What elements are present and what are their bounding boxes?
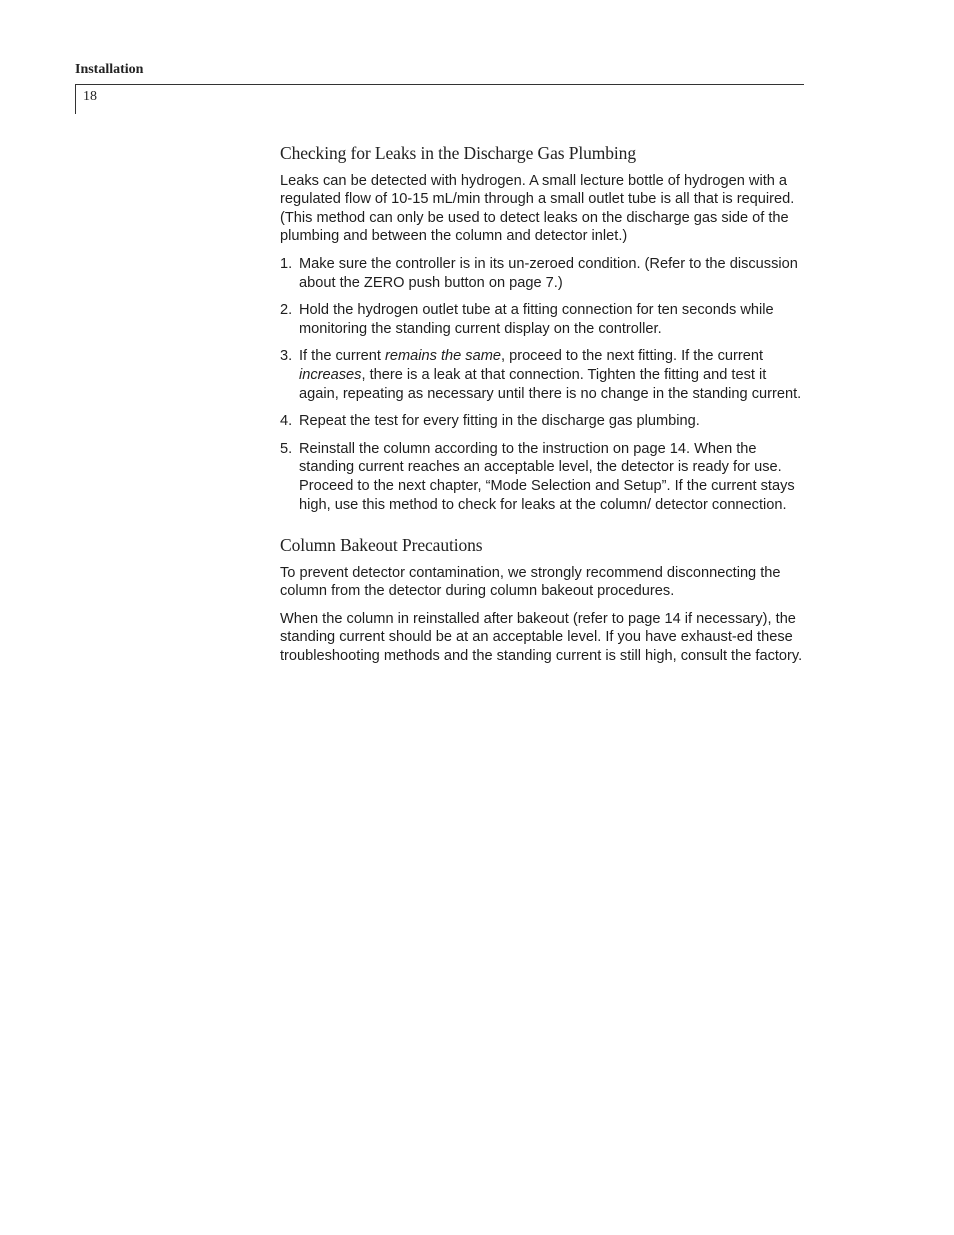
leak-check-steps bbox=[280, 255, 806, 514]
step-text: Reinstall the column according to the instruction on page 14. When the standing current reaches an acceptable level, the detector is ready for use. Proceed to the next chapter, “Mode Selection and Setup”. If the current stays high, use this method to check for leaks at the column/ detector connection. bbox=[299, 440, 795, 513]
list-item bbox=[280, 440, 806, 514]
list-item bbox=[280, 347, 806, 403]
list-item bbox=[280, 255, 806, 292]
bakeout-paragraph-1: To prevent detector contamination, we strongly recommend disconnecting the column from the detector during column bakeout procedures. bbox=[280, 564, 781, 600]
step-text-part: , there is a leak at that connection. Tighten the fitting and test it again, repeating as necessary until there is no change in the standing current. bbox=[299, 366, 802, 402]
page-number-rule bbox=[75, 84, 76, 114]
step-text-part: , proceed to the next fitting. If the current bbox=[500, 348, 764, 365]
section-heading-leaks: Checking for Leaks in the Discharge Gas Plumbing bbox=[280, 143, 636, 163]
step-number: 2. bbox=[280, 302, 293, 319]
step-number: 4. bbox=[280, 413, 293, 430]
step-number: 3. bbox=[280, 348, 293, 365]
step-text: Repeat the test for every fitting in the discharge gas plumbing. bbox=[299, 413, 700, 430]
running-head: Installation bbox=[75, 62, 144, 77]
step-text-part: If the current bbox=[299, 348, 385, 365]
list-item bbox=[280, 301, 806, 338]
leaks-intro-paragraph: Leaks can be detected with hydrogen. A small lecture bottle of hydrogen with a regulated flow of 10-15 mL/min through a small outlet tube is all that is required. (This method can only be used to detect leaks on the discharge gas side of the plumbing and between the column and detector inlet.) bbox=[280, 172, 795, 245]
emphasis-remains-same: remains the same bbox=[384, 348, 501, 365]
header-rule bbox=[75, 84, 804, 85]
step-text: Hold the hydrogen outlet tube at a fitting connection for ten seconds while monitoring the standing current display on the controller. bbox=[299, 302, 774, 337]
emphasis-increases: increases bbox=[299, 366, 362, 383]
list-item bbox=[280, 412, 806, 431]
step-number: 5. bbox=[280, 440, 293, 457]
step-text bbox=[299, 348, 801, 401]
step-number: 1. bbox=[280, 255, 293, 272]
step-text: Make sure the controller is in its un-zeroed condition. (Refer to the discussion about the ZERO push button on page 7.) bbox=[299, 255, 798, 291]
bakeout-paragraph-2: When the column in reinstalled after bakeout (refer to page 14 if necessary), the standing current should be at an acceptable level. If you have exhaust-ed these troubleshooting methods and the standing current is still high, consult the factory. bbox=[280, 610, 803, 665]
section-heading-bakeout: Column Bakeout Precautions bbox=[280, 535, 483, 556]
page-content bbox=[280, 144, 806, 675]
page-number: 18 bbox=[83, 89, 97, 104]
